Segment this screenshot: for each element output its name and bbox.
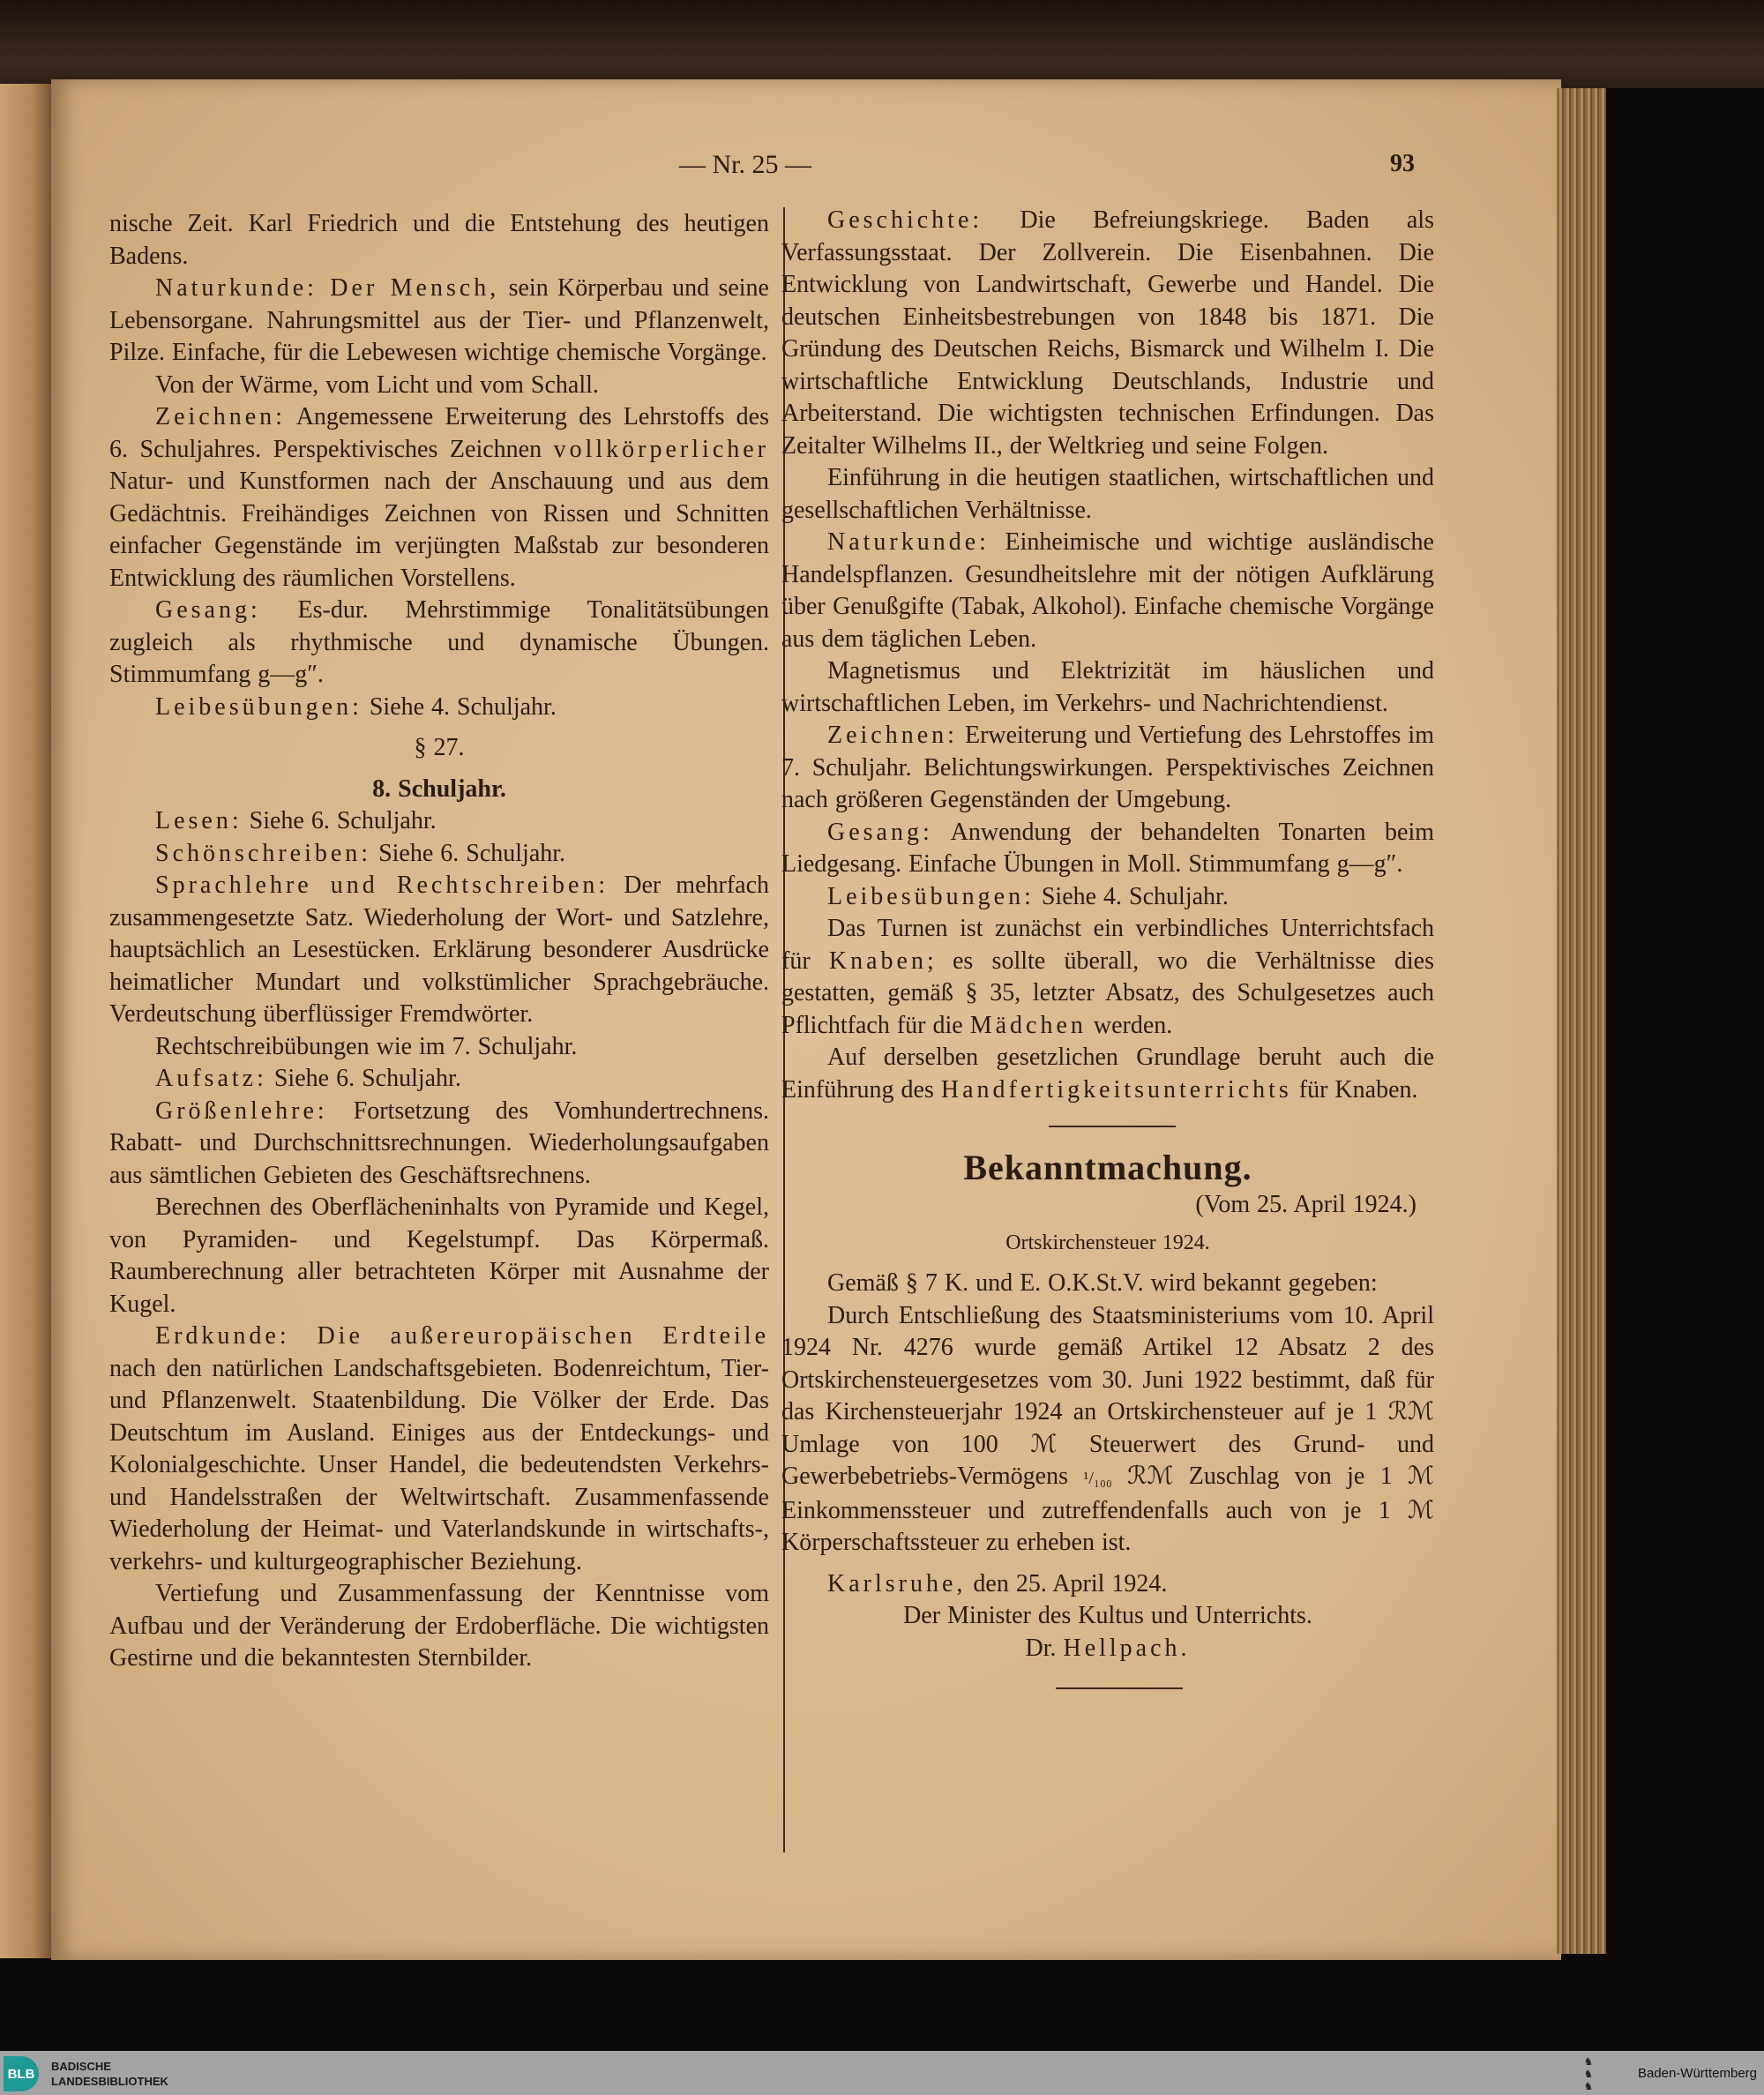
- paragraph: [781, 1042, 1434, 1106]
- emphasized-term: Schönschreiben:: [155, 839, 372, 867]
- text-run: Der mehrfach zusammengesetzte Satz. Wiederholung der Wort- und Satzlehre, hauptsächlich an Lesestücken. Erklärung besonderer Ausdrücke heimatlicher Mundart und volkstümlicher Sprachgebräuche. Verdeutschung überflüssiger Fremdwörter.: [109, 872, 769, 1028]
- emphasized-term: Mädchen: [969, 1011, 1087, 1039]
- section-rule: [1049, 1126, 1176, 1127]
- text-run: Die Befreiungskriege. Baden als Verfassungsstaat. Der Zollverein. Die Eisenbahnen. Die Entwicklung von Landwirtschaft, Gewerbe und Handel. Die deutschen Einheitsbestrebungen von 1848 bis 1871. Die Gründung des Deutschen Reichs, Bismarck und Wilhelm I. Die wirtschaftliche Entwicklung Deutschlands, Industrie und Arbeiterstand. Die wichtigsten technischen Erfindungen. Das Zeitalter Wilhelms II., der Weltkrieg und seine Folgen.: [781, 206, 1434, 460]
- date: den 25. April 1924.: [966, 1569, 1168, 1597]
- paragraph: [781, 881, 1434, 914]
- paragraph: [109, 370, 769, 402]
- signatory-prefix: Dr.: [1025, 1634, 1064, 1662]
- end-rule: [1056, 1687, 1183, 1689]
- signatory-name: Hellpach.: [1063, 1634, 1191, 1662]
- text-run: Einheimische und wichtige ausländische Handelspflanzen. Gesundheitslehre mit der nötigen Aufklärung über Genußgifte (Tabak, Alkohol). Einfache chemische Vorgänge aus dem täglichen Leben.: [781, 528, 1434, 653]
- paragraph: [109, 595, 769, 692]
- issue-number: — Nr. 25 —: [679, 150, 811, 179]
- text-run: nach den natürlichen Landschaftsgebieten. Bodenreichtum, Tier- und Pflanzenwelt. Staatenbildung. Die Völker der Erde. Das Deutschtum im Ausland. Einiges aus der Entdeckungs- und Kolonialgeschichte. Unser Handel, die bedeutendsten Verkehrs- und Handelsstraßen der Weltwirtschaft. Zusammenfassende Wiederholung der Heimat- und Vaterlandskunde in wirtschafts-, verkehrs- und kulturgeographischer Beziehung.: [109, 1354, 769, 1575]
- paragraph: [781, 655, 1434, 720]
- text-run: Siehe 6. Schuljahr.: [266, 1065, 461, 1092]
- paragraph: [109, 838, 769, 871]
- text-run: Rechtschreibübungen wie im 7. Schuljahr.: [155, 1032, 578, 1060]
- text-run: Siehe 4. Schuljahr.: [1034, 882, 1229, 910]
- right-column: [781, 205, 1434, 1106]
- paragraph: [781, 817, 1434, 881]
- paragraph: [781, 205, 1434, 462]
- emphasized-term: Zeichnen:: [827, 722, 958, 749]
- notice-place-date: [781, 1568, 1434, 1601]
- blb-logo[interactable]: BLB: [4, 2056, 39, 2091]
- paragraph: [109, 273, 769, 370]
- emphasized-term: Knaben: [828, 946, 927, 975]
- emphasized-term: Leibesübungen:: [827, 882, 1035, 910]
- place: Karlsruhe,: [827, 1569, 967, 1597]
- right-column-wrapper: [776, 205, 1434, 1689]
- paragraph: [109, 805, 769, 838]
- notice-intro: Gemäß § 7 K. und E. O.K.St.V. wird bekannt gegeben:: [827, 1269, 1378, 1297]
- emphasized-term: Geschichte:: [827, 206, 983, 234]
- text-run: Es-dur. Mehrstimmige Tonalitätsübungen zugleich als rhythmische und dynamische Übungen. Stimmumfang g—g″.: [109, 596, 769, 688]
- emphasized-term: Handfertigkeitsunterrichts: [940, 1075, 1292, 1104]
- text-run: § 27.: [414, 734, 465, 761]
- text-run: Vertiefung und Zusammenfassung der Kenntnisse vom Aufbau und der Veränderung der Erdoberfläche. Die wichtigsten Gestirne und die bekanntesten Sternbilder.: [109, 1580, 769, 1672]
- emphasized-term: vollkörperlicher: [553, 435, 769, 463]
- notice-body-text: Durch Entschließung des Staatsministeriums vom 10. April 1924 Nr. 4276 wurde gemäß Artikel 12 Absatz 2 des Ortskirchensteuergesetzes vom 30. Juni 1922 bestimmt, daß für das Kirchensteuerjahr 1924 an Ortskirchensteuer auf je 1 ℛℳ Umlage von 100 ℳ Steuerwert des Grund- und Gewerbebetriebs-Vermögens: [781, 1301, 1434, 1490]
- text-run: Anwendung der behandelten Tonarten beim Liedgesang. Einfache Übungen in Moll. Stimmumfang g—g″.: [781, 818, 1434, 878]
- emphasized-term: Erdkunde: Die außereuropäischen Erdteile: [155, 1322, 769, 1350]
- text-run: ; es sollte überall, wo die Verhältnisse dies gestatten, gemäß § 35, letzter Absatz, des Schulgesetzes auch Pflichtfach für die: [781, 946, 1434, 1039]
- state-lions-icon: ♞ ♞ ♞: [1583, 2055, 1594, 2092]
- paragraph: [109, 1321, 769, 1578]
- library-name[interactable]: [51, 2059, 168, 2089]
- emphasized-term: Aufsatz:: [155, 1065, 267, 1092]
- emphasized-term: Sprachlehre und Rechtschreiben:: [155, 872, 609, 899]
- signatory-title: Der Minister des Kultus und Unterrichts.: [903, 1602, 1312, 1629]
- state-label[interactable]: Baden-Württemberg: [1637, 2066, 1757, 2081]
- emphasized-term: Naturkunde:: [827, 528, 990, 556]
- notice-date: (Vom 25. April 1924.): [1195, 1191, 1416, 1218]
- text-run: Erweiterung und Vertiefung des Lehrstoffes im 7. Schuljahr. Belichtungswirkungen. Perspektivisches Zeichnen nach größeren Gegenständen der Umgebung.: [781, 722, 1434, 813]
- text-run: sein Körperbau und seine Lebensorgane. Nahrungsmittel aus der Tier- und Pflanzenwelt, Pilze. Einfache, für die Lebewesen wichtige chemische Vorgänge.: [109, 274, 769, 366]
- left-page-edge: [0, 84, 55, 1958]
- emphasized-term: Größenlehre:: [155, 1096, 328, 1125]
- page-stack-edges: [1557, 88, 1606, 1954]
- paragraph: [781, 527, 1434, 655]
- book-top-edge: [0, 0, 1764, 88]
- text-run: Natur- und Kunstformen nach der Anschauung und aus dem Gedächtnis. Freihändiges Zeichnen von Rissen und Schnitten einfacher Gegenstände im verjüngten Maßstab zur besonderen Entwicklung des räumlichen Vorstellens.: [109, 468, 769, 592]
- text-run: Magnetismus und Elektrizität im häuslichen und wirtschaftlichen Leben, im Verkehrs- und Nachrichtendienst.: [781, 657, 1434, 717]
- paragraph: [781, 913, 1434, 1042]
- left-column: [109, 208, 769, 1675]
- text-run: für Knaben.: [1291, 1075, 1418, 1104]
- paragraph: [109, 208, 769, 273]
- emphasized-term: Zeichnen:: [155, 403, 286, 430]
- text-run: werden.: [1086, 1011, 1173, 1039]
- text-run: Berechnen des Oberflächeninhalts von Pyramide und Kegel, von Pyramiden- und Kegelstumpf. Das Körpermaß. Raumberechnung aller betrachteten Körper mit Ausnahme der Kugel.: [109, 1193, 769, 1318]
- text-run: Das Turnen ist zunächst ein verbindliches Unterrichtsfach für: [781, 915, 1434, 975]
- text-run: Auf derselben gesetzlichen Grundlage beruht auch die Einführung des: [781, 1044, 1434, 1104]
- text-run: nische Zeit. Karl Friedrich und die Entstehung des heutigen Badens.: [109, 210, 769, 270]
- notice-subject: Ortskirchensteuer 1924.: [1005, 1231, 1210, 1254]
- fraction: ¹/₁₀₀: [1083, 1469, 1112, 1488]
- text-run: Einführung in die heutigen staatlichen, wirtschaftlichen und gesellschaftlichen Verhältnisse.: [781, 464, 1434, 524]
- paragraph: [109, 1096, 769, 1193]
- paragraph: [109, 401, 769, 595]
- paragraph: [109, 1578, 769, 1675]
- library-name-line1: BADISCHE: [51, 2060, 111, 2073]
- section-heading: [109, 732, 769, 765]
- notice: [781, 1147, 1434, 1665]
- emphasized-term: Leibesübungen:: [155, 692, 363, 721]
- library-name-line2: LANDESBIBLIOTHEK: [51, 2075, 168, 2088]
- text-run: Siehe 6. Schuljahr.: [371, 839, 566, 867]
- text-run: Von der Wärme, vom Licht und vom Schall.: [155, 370, 599, 399]
- text-run: Angemessene Erweiterung des Lehrstoffs des 6. Schuljahres. Perspektivisches Zeichnen: [109, 403, 769, 463]
- text-run: 8. Schuljahr.: [372, 774, 506, 803]
- emphasized-term: Naturkunde: Der Mensch,: [155, 274, 500, 302]
- page-number: 93: [1390, 150, 1415, 177]
- emphasized-term: Gesang:: [827, 818, 933, 846]
- emphasized-term: Lesen:: [155, 807, 243, 834]
- viewer-footer: [0, 2051, 1764, 2095]
- paragraph: [781, 462, 1434, 527]
- paragraph: [109, 1192, 769, 1321]
- emphasized-term: Gesang:: [155, 596, 261, 624]
- paragraph: [109, 1063, 769, 1096]
- paragraph: [109, 870, 769, 1031]
- signatory: [781, 1633, 1434, 1665]
- text-run: Siehe 6. Schuljahr.: [242, 807, 437, 834]
- notice-body: [781, 1300, 1434, 1560]
- paragraph: [109, 692, 769, 724]
- paragraph: [781, 720, 1434, 817]
- text-run: Fortsetzung des Vomhundertrechnens. Rabatt- und Durchschnittsrechnungen. Wiederholungsaufgaben aus sämtlichen Gebieten des Geschäftsrechnens.: [109, 1096, 769, 1189]
- notice-title: Bekanntmachung.: [963, 1148, 1252, 1187]
- paragraph: [109, 1031, 769, 1064]
- section-heading: [109, 774, 769, 806]
- notice-body-text: ℛℳ Zuschlag von je 1 ℳ Einkommenssteuer und zutreffendenfalls auch von je 1 ℳ Körperschaftssteuer zu erheben ist.: [781, 1463, 1434, 1556]
- text-run: Siehe 4. Schuljahr.: [362, 692, 557, 721]
